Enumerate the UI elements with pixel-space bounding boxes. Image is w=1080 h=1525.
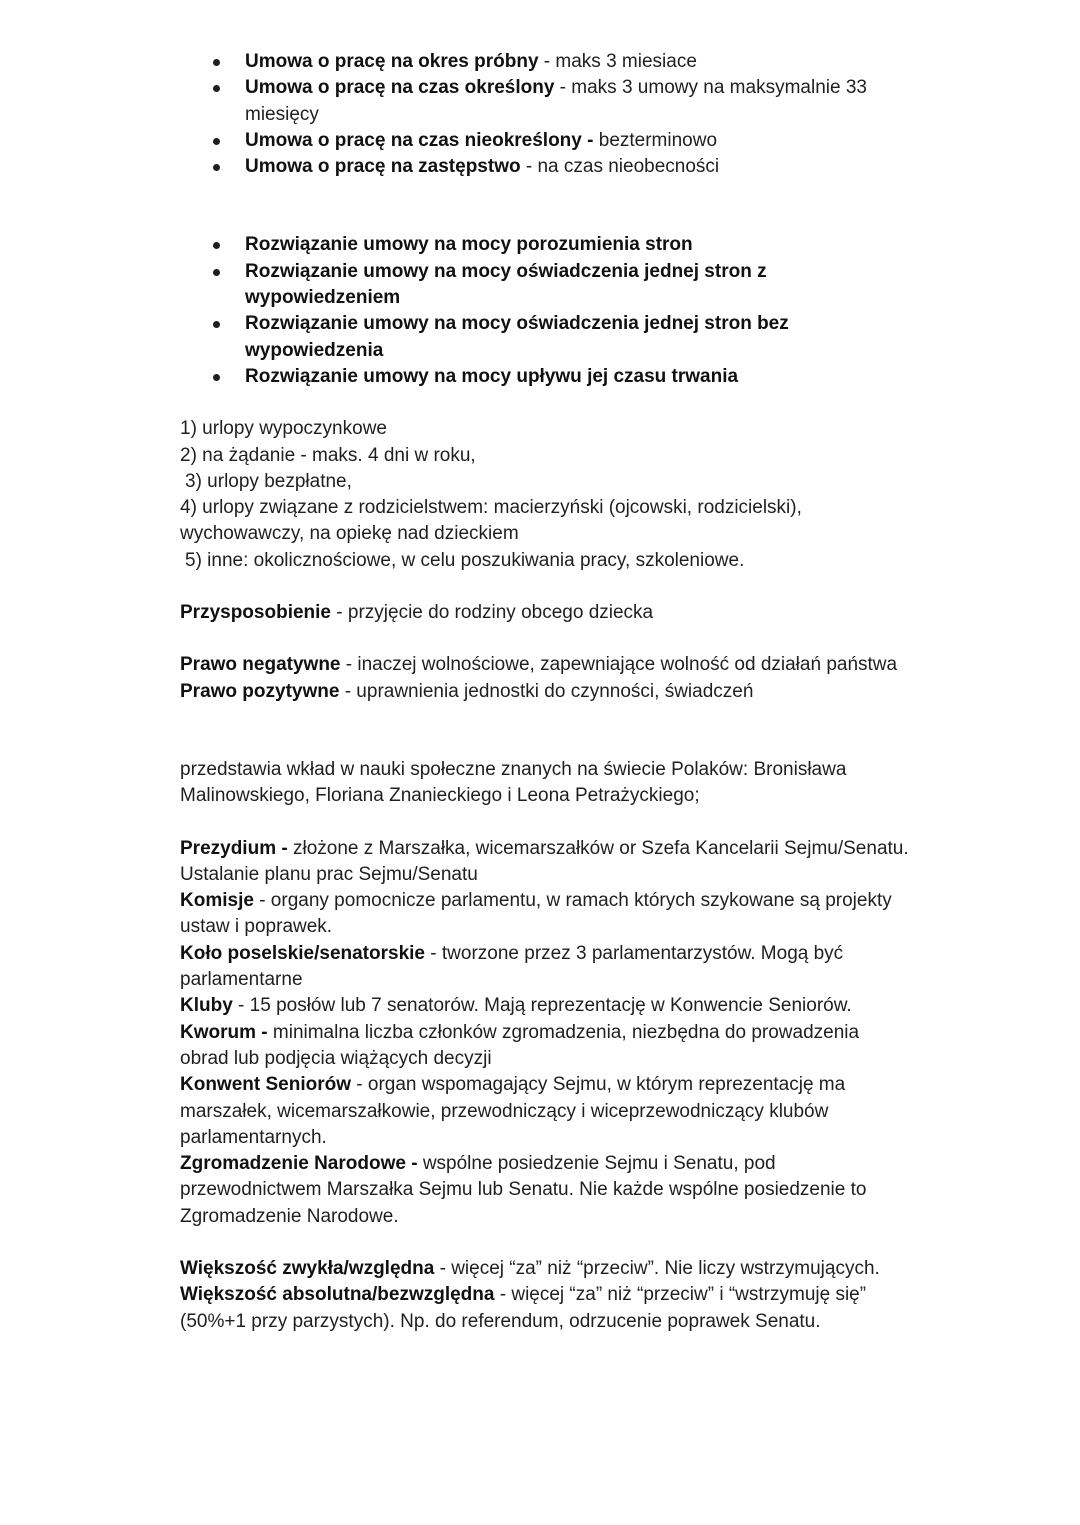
definition-item: Większość zwykła/względna - więcej “za” niż “przeciw”. Nie liczy wstrzymujących. [180, 1257, 880, 1279]
list-item: 5) inne: okolicznościowe, w celu poszukiwania pracy, szkoleniowe. [185, 549, 745, 571]
document-content [180, 49, 910, 1335]
definition-item: Kworum - minimalna liczba członków zgromadzenia, niezbędna do prowadzenia obrad lub podjęcia wiążących decyzji [180, 1021, 860, 1069]
definition-item: Konwent Seniorów - organ wspomagający Sejmu, w którym reprezentację ma marszałek, wicemarszałkowie, przewodniczący i wiceprzewodniczący klubów parlamentarnych. [180, 1074, 846, 1148]
list-item: Umowa o pracę na czas nieokreślony - bezterminowo [180, 128, 910, 154]
majority-definitions [180, 1256, 910, 1335]
definition-negative-right: Prawo negatywne - inaczej wolnościowe, zapewniające wolność od działań państwa [180, 654, 898, 676]
definition-positive-right: Prawo pozytywne - uprawnienia jednostki do czynności, świadczeń [180, 680, 754, 702]
list-item: Umowa o pracę na zastępstwo - na czas nieobecności [180, 154, 910, 180]
leave-types-list [180, 416, 910, 574]
list-item: 1) urlopy wypoczynkowe [180, 418, 387, 440]
bullet-icon [213, 321, 220, 328]
definition-item: Prezydium - złożone z Marszałka, wicemarszałków or Szefa Kancelarii Sejmu/Senatu. Ustalanie planu prac Sejmu/Senatu [180, 837, 909, 885]
list-item: Rozwiązanie umowy na mocy oświadczenia jednej stron bez wypowiedzenia [180, 311, 910, 364]
bullet-icon [213, 242, 220, 249]
definition-adoption: Przysposobienie - przyjęcie do rodziny obcego dziecka [180, 602, 654, 624]
termination-list [180, 232, 910, 390]
list-item: Rozwiązanie umowy na mocy upływu jej czasu trwania [180, 364, 910, 390]
list-item: Umowa o pracę na okres próbny - maks 3 miesiace [180, 49, 910, 75]
bullet-icon [213, 269, 220, 276]
bullet-icon [213, 85, 220, 92]
definition-item: Kluby - 15 posłów lub 7 senatorów. Mają reprezentację w Konwencie Seniorów. [180, 995, 852, 1017]
definition-item: Komisje - organy pomocnicze parlamentu, w ramach których szykowane są projekty ustaw i poprawek. [180, 890, 892, 938]
definition-item: Zgromadzenie Narodowe - wspólne posiedzenie Sejmu i Senatu, pod przewodnictwem Marszałka Sejmu lub Senatu. Nie każde wspólne posiedzenie to Zgromadzenie Narodowe. [180, 1153, 867, 1227]
list-item: 2) na żądanie - maks. 4 dni w roku, [180, 444, 476, 466]
bullet-icon [213, 138, 220, 145]
list-item: 4) urlopy związane z rodzicielstwem: macierzyński (ojcowski, rodzicielski), wychowawczy, na opiekę nad dzieckiem [180, 497, 802, 545]
scholars-paragraph: przedstawia wkład w nauki społeczne znanych na świecie Polaków: Bronisława Malinowskiego, Floriana Znanieckiego i Leona Petrażyckiego; [180, 758, 847, 807]
list-item: 3) urlopy bezpłatne, [185, 470, 352, 492]
definition-item: Koło poselskie/senatorskie - tworzone przez 3 parlamentarzystów. Mogą być parlamentarne [180, 942, 844, 991]
bullet-icon [213, 59, 220, 66]
definition-item: Większość absolutna/bezwzględna - więcej “za” niż “przeciw” i “wstrzymuję się” (50%+1 przy parzystych). Np. do referendum, odrzucenie poprawek Senatu. [180, 1284, 867, 1332]
list-item: Rozwiązanie umowy na mocy porozumienia stron [180, 232, 910, 258]
list-item: Umowa o pracę na czas określony - maks 3 umowy na maksymalnie 33 miesięcy [180, 75, 910, 128]
list-item: Rozwiązanie umowy na mocy oświadczenia jednej stron z wypowiedzeniem [180, 259, 910, 312]
bullet-icon [213, 374, 220, 381]
parliament-definitions [180, 836, 910, 1230]
contract-types-list [180, 49, 910, 180]
bullet-icon [213, 164, 220, 171]
